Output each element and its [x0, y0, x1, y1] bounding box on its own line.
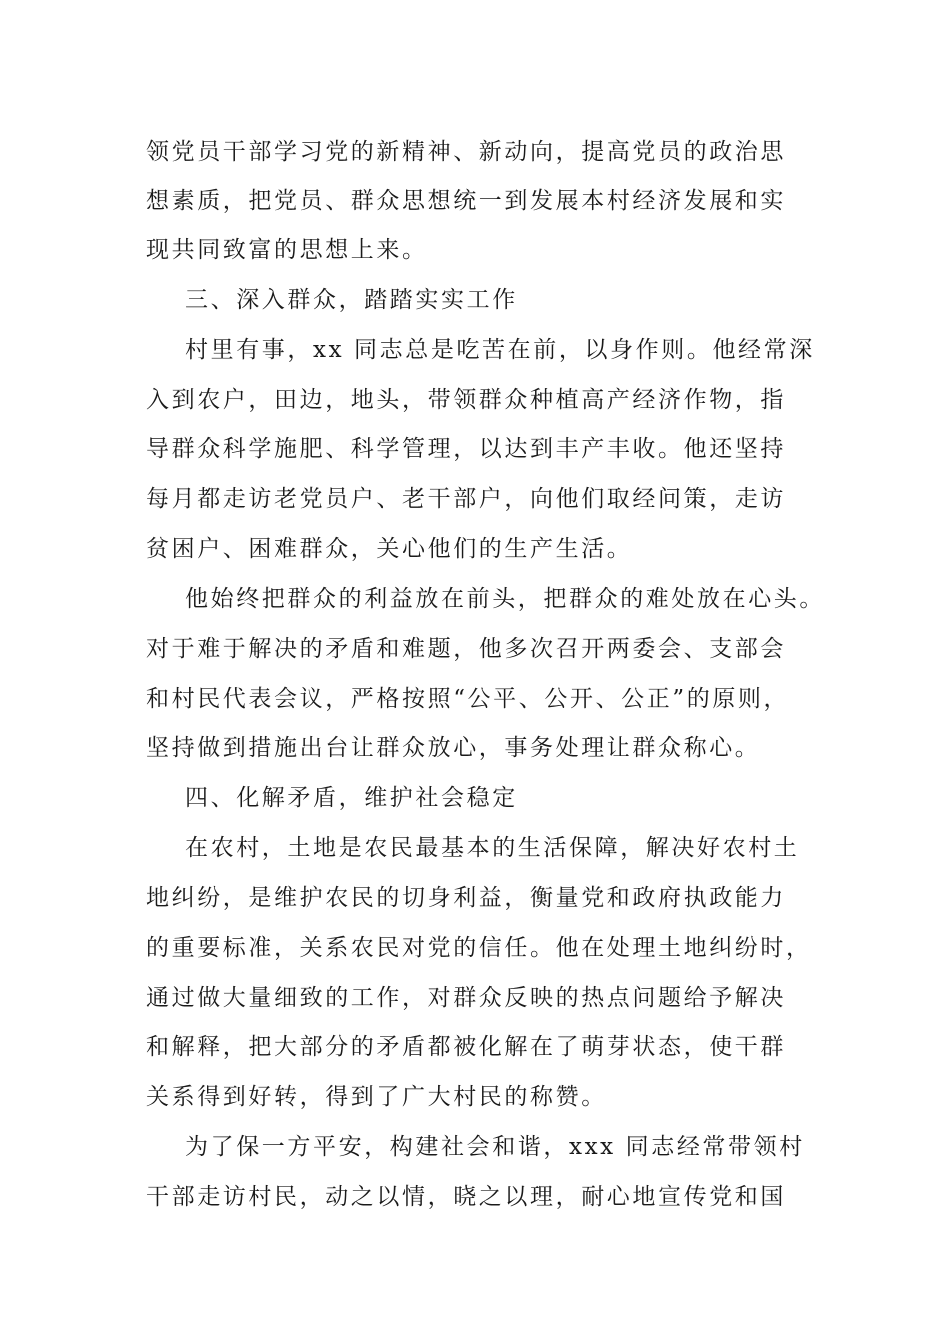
text-line: 贫困户、困难群众，关心他们的生产生活。	[146, 536, 633, 562]
text-line: 入到农户，田边，地头，带领群众种植高产经济作物，指	[146, 387, 786, 413]
text-line: 对于难于解决的矛盾和难题，他多次召开两委会、支部会	[146, 636, 786, 662]
text-line: 的重要标准，关系农民对党的信任。他在处理土地纠纷时，	[146, 935, 812, 961]
text-line: 每月都走访老党员户、老干部户，向他们取经问策，走访	[146, 486, 786, 512]
text-line: 干部走访村民，动之以情，晓之以理，耐心地宣传党和国	[146, 1184, 786, 1210]
text-line: 想素质，把党员、群众思想统一到发展本村经济发展和实	[146, 188, 786, 214]
text-line: 在农村，土地是农民最基本的生活保障，解决好农村土	[185, 835, 800, 861]
text-line: 坚持做到措施出台让群众放心，事务处理让群众称心。	[146, 735, 761, 761]
text-line: 关系得到好转，得到了广大村民的称赞。	[146, 1084, 607, 1110]
text-line: 现共同致富的思想上来。	[146, 237, 428, 263]
text-line: 他始终把群众的利益放在前头，把群众的难处放在心头。	[185, 586, 825, 612]
text-line: 和解释，把大部分的矛盾都被化解在了萌芽状态，使干群	[146, 1034, 786, 1060]
text-line: 为了保一方平安，构建社会和谐，xxx 同志经常带领村	[185, 1134, 805, 1160]
section-heading: 三、深入群众，踏踏实实工作	[185, 287, 518, 313]
text-line: 导群众科学施肥、科学管理，以达到丰产丰收。他还坚持	[146, 436, 786, 462]
text-line: 地纠纷，是维护农民的切身利益，衡量党和政府执政能力	[146, 885, 786, 911]
section-heading: 四、化解矛盾，维护社会稳定	[185, 785, 518, 811]
text-line: 领党员干部学习党的新精神、新动向，提高党员的政治思	[146, 139, 786, 165]
text-line: 村里有事，xx 同志总是吃苦在前，以身作则。他经常深	[185, 337, 815, 363]
text-line: 和村民代表会议，严格按照“公平、公开、公正”的原则，	[146, 686, 790, 712]
text-line: 通过做大量细致的工作，对群众反映的热点问题给予解决	[146, 985, 786, 1011]
